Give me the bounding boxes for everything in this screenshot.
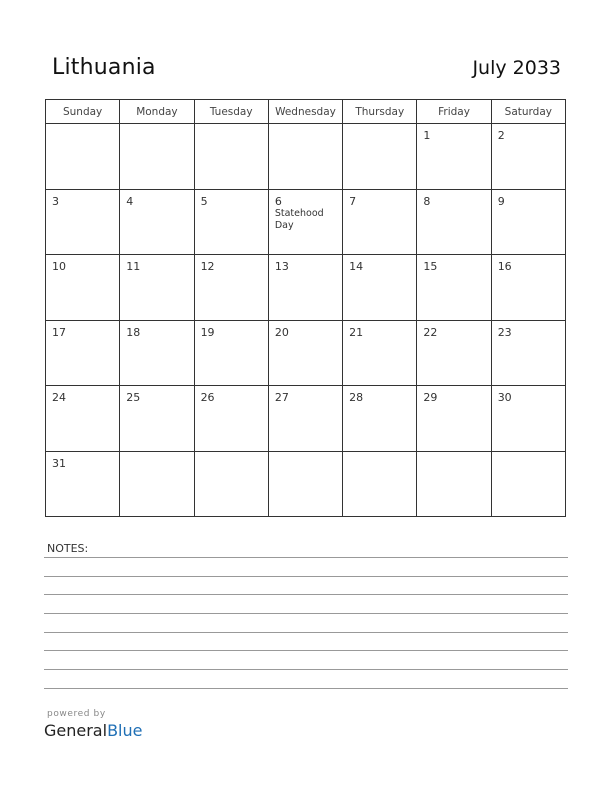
day-number: 28: [349, 391, 364, 404]
holiday-label: Statehood Day: [274, 207, 324, 231]
notes-label: NOTES:: [47, 542, 89, 555]
calendar-week-row: [46, 124, 566, 190]
calendar-day-cell: [46, 320, 120, 386]
calendar-empty-cell: [120, 451, 194, 517]
calendar-empty-cell: [268, 451, 342, 517]
day-number: 8: [423, 194, 431, 208]
weekday-header-friday: Friday: [417, 100, 491, 124]
day-number: 13: [274, 260, 289, 273]
day-number: 22: [423, 325, 438, 339]
calendar-day-cell: [417, 255, 491, 321]
day-number: 25: [126, 391, 141, 404]
calendar-day-cell: [46, 255, 120, 321]
calendar-day-cell: [46, 451, 120, 517]
note-line: [44, 650, 568, 651]
calendar-day-cell: [417, 189, 491, 255]
brand-general: General: [44, 721, 108, 740]
generalblue-logo[interactable]: [44, 721, 142, 740]
day-number: 30: [497, 391, 512, 404]
day-number: 17: [52, 325, 66, 339]
day-number: 7: [349, 194, 357, 208]
brand-blue: Blue: [107, 721, 143, 740]
day-number: 9: [497, 194, 505, 208]
calendar-day-cell: [268, 189, 342, 255]
calendar-empty-cell: [194, 124, 268, 190]
calendar-day-cell: [491, 124, 565, 190]
weekday-header-saturday: Saturday: [491, 100, 565, 124]
note-line: [44, 632, 568, 633]
calendar-empty-cell: [268, 124, 342, 190]
weekday-header-sunday: Sunday: [46, 100, 120, 124]
calendar-day-cell: [343, 189, 417, 255]
day-number: 4: [126, 194, 134, 208]
calendar-day-cell: [491, 386, 565, 452]
day-number: 16: [497, 260, 512, 273]
calendar-day-cell: [417, 386, 491, 452]
weekday-header-thursday: Thursday: [343, 100, 417, 124]
calendar-day-cell: [343, 255, 417, 321]
weekday-header-row: [46, 100, 566, 124]
calendar-day-cell: [46, 386, 120, 452]
month-title: July 2033: [472, 57, 561, 79]
calendar-week-row: [46, 386, 566, 452]
calendar-week-row: [46, 189, 566, 255]
day-number: 29: [423, 391, 438, 404]
calendar-day-cell: [194, 320, 268, 386]
calendar-day-cell: [194, 386, 268, 452]
calendar-day-cell: [268, 255, 342, 321]
calendar-empty-cell: [491, 451, 565, 517]
day-number: 10: [52, 260, 66, 273]
calendar-day-cell: [268, 386, 342, 452]
note-line: [44, 576, 568, 577]
calendar-day-cell: [343, 320, 417, 386]
calendar-empty-cell: [343, 124, 417, 190]
calendar-day-cell: [194, 189, 268, 255]
calendar-day-cell: [46, 189, 120, 255]
day-number: 31: [52, 456, 66, 470]
day-number: 12: [200, 260, 215, 273]
note-line: [44, 613, 568, 614]
calendar-grid: [45, 99, 566, 517]
day-number: 11: [126, 260, 141, 273]
day-number: 18: [126, 325, 141, 339]
calendar-week-row: [46, 320, 566, 386]
day-number: 5: [200, 194, 208, 208]
calendar-day-cell: [491, 189, 565, 255]
calendar-day-cell: [120, 320, 194, 386]
day-number: 23: [497, 325, 512, 339]
calendar-week-row: [46, 255, 566, 321]
calendar-empty-cell: [417, 451, 491, 517]
calendar-day-cell: [491, 320, 565, 386]
powered-by-text: powered by: [47, 709, 106, 719]
note-line: [44, 557, 568, 558]
day-number: 3: [52, 194, 59, 208]
day-number: 15: [423, 260, 438, 273]
day-number: 1: [423, 129, 431, 142]
calendar-day-cell: [120, 386, 194, 452]
weekday-header-wednesday: Wednesday: [268, 100, 342, 124]
day-number: 27: [274, 391, 289, 404]
calendar-empty-cell: [343, 451, 417, 517]
calendar-day-cell: [268, 320, 342, 386]
note-line: [44, 688, 568, 689]
country-title: Lithuania: [52, 55, 156, 80]
day-number: 20: [274, 325, 289, 339]
weekday-header-monday: Monday: [120, 100, 194, 124]
calendar-day-cell: [417, 124, 491, 190]
calendar-empty-cell: [120, 124, 194, 190]
day-number: 6: [274, 194, 282, 208]
note-line: [44, 669, 568, 670]
note-line: [44, 594, 568, 595]
calendar-day-cell: [120, 255, 194, 321]
calendar-day-cell: [120, 189, 194, 255]
day-number: 24: [52, 391, 66, 404]
calendar-empty-cell: [46, 124, 120, 190]
day-number: 21: [349, 325, 364, 339]
calendar-day-cell: [417, 320, 491, 386]
calendar-empty-cell: [194, 451, 268, 517]
calendar-day-cell: [194, 255, 268, 321]
calendar-day-cell: [343, 386, 417, 452]
calendar-week-row: [46, 451, 566, 517]
day-number: 2: [497, 129, 505, 142]
day-number: 26: [200, 391, 215, 404]
calendar-day-cell: [491, 255, 565, 321]
weekday-header-tuesday: Tuesday: [194, 100, 268, 124]
day-number: 19: [200, 325, 215, 339]
day-number: 14: [349, 260, 364, 273]
